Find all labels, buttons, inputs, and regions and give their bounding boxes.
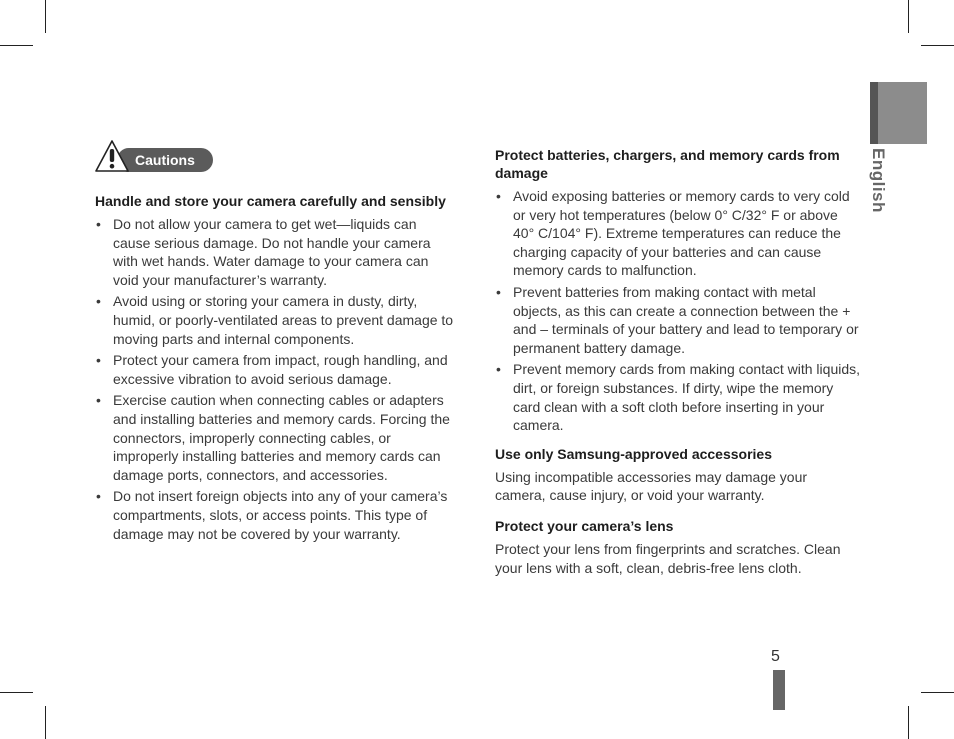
cautions-badge: Cautions xyxy=(117,148,213,172)
page-number-bar xyxy=(773,670,785,710)
list-item: • Avoid using or storing your camera in dusty, dirty, humid, or poorly-ventilated areas to prevent damage to moving parts and internal components. xyxy=(95,292,457,348)
paragraph: Using incompatible accessories may damage your camera, cause injury, or void your warranty. xyxy=(495,468,808,504)
left-column xyxy=(95,140,457,553)
page-number: 5 xyxy=(771,648,780,665)
right-column xyxy=(495,146,861,589)
list-item: • Prevent batteries from making contact with metal objects, as this can create a connection between the + and – terminals of your battery and lead to temporary or permanent battery damage. xyxy=(495,283,861,357)
section-heading: Protect your camera’s lens xyxy=(495,517,674,534)
list-item: • Exercise caution when connecting cables or adapters and installing batteries and memory cards. Forcing the connectors, improperly connecting cables, or improperly installing batteries and memory cards can damage ports, connectors, and accessories. xyxy=(95,391,457,484)
crop-mark xyxy=(908,706,909,739)
list-item: • Avoid exposing batteries or memory cards to very cold or very hot temperatures (below 0° C/32° F or above 40° C/104° F). Extreme temperatures can reduce the charging capacity of your batteries and can cause memory cards to malfunction. xyxy=(495,187,861,280)
warning-triangle-icon xyxy=(95,140,129,172)
paragraph: Protect your lens from fingerprints and scratches. Clean your lens with a soft, clean, debris-free lens cloth. xyxy=(495,540,841,576)
crop-mark xyxy=(908,0,909,33)
section-heading: Protect batteries, chargers, and memory cards from damage xyxy=(495,147,840,181)
list-item: • Do not insert foreign objects into any of your camera’s compartments, slots, or access points. This type of damage may not be covered by your warranty. xyxy=(95,487,457,543)
crop-mark xyxy=(45,706,46,739)
list-item: • Do not allow your camera to get wet—liquids can cause serious damage. Do not handle your camera with wet hands. Water damage to your camera can void your manufacturer’s warranty. xyxy=(95,215,457,289)
list-item: • Prevent memory cards from making contact with liquids, dirt, or foreign substances. If dirty, wipe the memory card clean with a soft cloth before inserting in your camera. xyxy=(495,360,861,434)
caution-list xyxy=(95,215,457,543)
section-heading: Handle and store your camera carefully and sensibly xyxy=(95,193,446,209)
section-heading: Use only Samsung-approved accessories xyxy=(495,445,772,462)
side-tab-accent xyxy=(870,82,878,144)
crop-mark xyxy=(921,45,954,46)
crop-mark xyxy=(0,45,33,46)
side-tab-language: English xyxy=(869,148,888,213)
cautions-header xyxy=(95,140,457,174)
crop-mark xyxy=(45,0,46,33)
crop-mark xyxy=(921,692,954,693)
side-tab-block xyxy=(870,82,927,144)
battery-list xyxy=(495,187,861,435)
crop-mark xyxy=(0,692,33,693)
list-item: • Protect your camera from impact, rough handling, and excessive vibration to avoid serious damage. xyxy=(95,351,457,388)
